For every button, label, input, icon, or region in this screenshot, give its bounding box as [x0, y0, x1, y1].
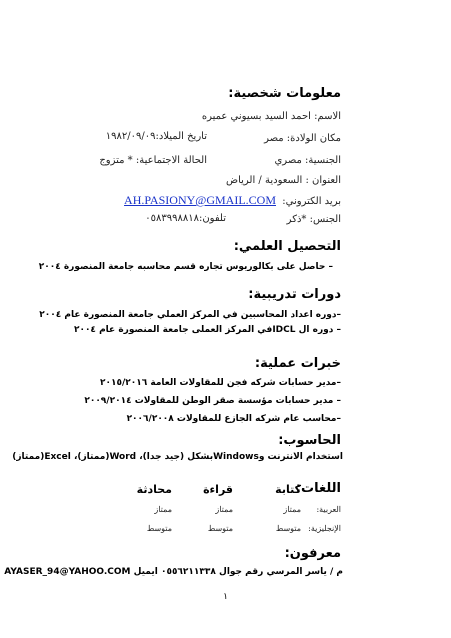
language-col-reading: قراءة	[203, 483, 233, 496]
experience-item: –محاسب عام شركه الجازع للمقاولات ٢٠٠٦/٢٠٠٨	[126, 414, 341, 424]
language-cell: متوسط	[207, 524, 233, 533]
education-heading: التحصيل العلمي:	[233, 239, 341, 254]
birthdate-line: تاريخ الميلاد:١٩٨٢/٠٩/٠٩	[105, 131, 207, 142]
languages-heading: اللغات:	[295, 481, 341, 496]
experience-item: – مدير حسابات مؤسسة صقر الوطن للمقاولات ٢٠٠٩/٢٠١٤	[84, 396, 341, 406]
computer-heading: الحاسوب:	[278, 433, 341, 448]
language-row-name: الإنجليزية:	[308, 524, 341, 533]
language-cell: متوسط	[275, 524, 301, 533]
address-line: العنوان : السعودية / الرياض	[225, 175, 341, 186]
language-col-speaking: محادثة	[136, 483, 172, 496]
experience-item: –مدير حسابات شركه فجن للمقاولات العامة ٢٠١٥/٢٠١٦	[100, 378, 341, 388]
language-cell: متوسط	[146, 524, 172, 533]
language-cell: ممتاز	[215, 505, 233, 514]
language-cell: ممتاز	[154, 505, 172, 514]
training-item: – دوره ال IDCLفي المركز العملى جامعة المنصورة عام ٢٠٠٤	[73, 325, 341, 335]
language-cell: ممتاز	[283, 505, 301, 514]
nationality-line: الجنسية: مصري	[274, 155, 341, 166]
marital-status-line: الحالة الاجتماعية: * متزوج	[99, 155, 207, 166]
gender-line: الجنس: *ذكر	[286, 214, 341, 225]
birthplace-line: مكان الولادة: مصر	[264, 133, 341, 144]
email-label: بريد الكتروني:	[282, 196, 341, 207]
personal-info-heading: معلومات شخصية:	[228, 86, 341, 101]
language-col-writing: كتابة	[275, 483, 301, 496]
language-row-name: العربية:	[316, 505, 341, 514]
email-link[interactable]: AH.PASIONY@GMAIL.COM	[124, 193, 276, 207]
references-line: م / ياسر المرسي رقم جوال ٠٥٥٦٢١١٣٣٨ ايميل AYASER_94@YAHOO.COM	[4, 567, 343, 577]
page-number: ١	[223, 592, 228, 602]
training-heading: دورات تدريبية:	[248, 287, 341, 302]
computer-skills-line: استخدام الانترنت وWindowsبشكل (جيد جدا)، Word(ممتاز)، Excel(ممتاز)	[12, 452, 343, 462]
phone-line: تلفون:٠٥٨٣٩٩٨٨١٨	[145, 213, 226, 224]
references-heading: معرفون:	[284, 546, 341, 561]
experience-heading: خبرات عملية:	[254, 356, 341, 371]
education-item: – حاصل على بكالوريوس تجاره قسم محاسبه جامعة المنصورة ٢٠٠٤	[38, 262, 333, 272]
name-line: الاسم: احمد السيد بسيوني عميره	[201, 111, 341, 122]
training-item: –دوره اعداد المحاسبين في المركز العملي جامعة المنصورة عام ٢٠٠٤	[39, 310, 341, 320]
